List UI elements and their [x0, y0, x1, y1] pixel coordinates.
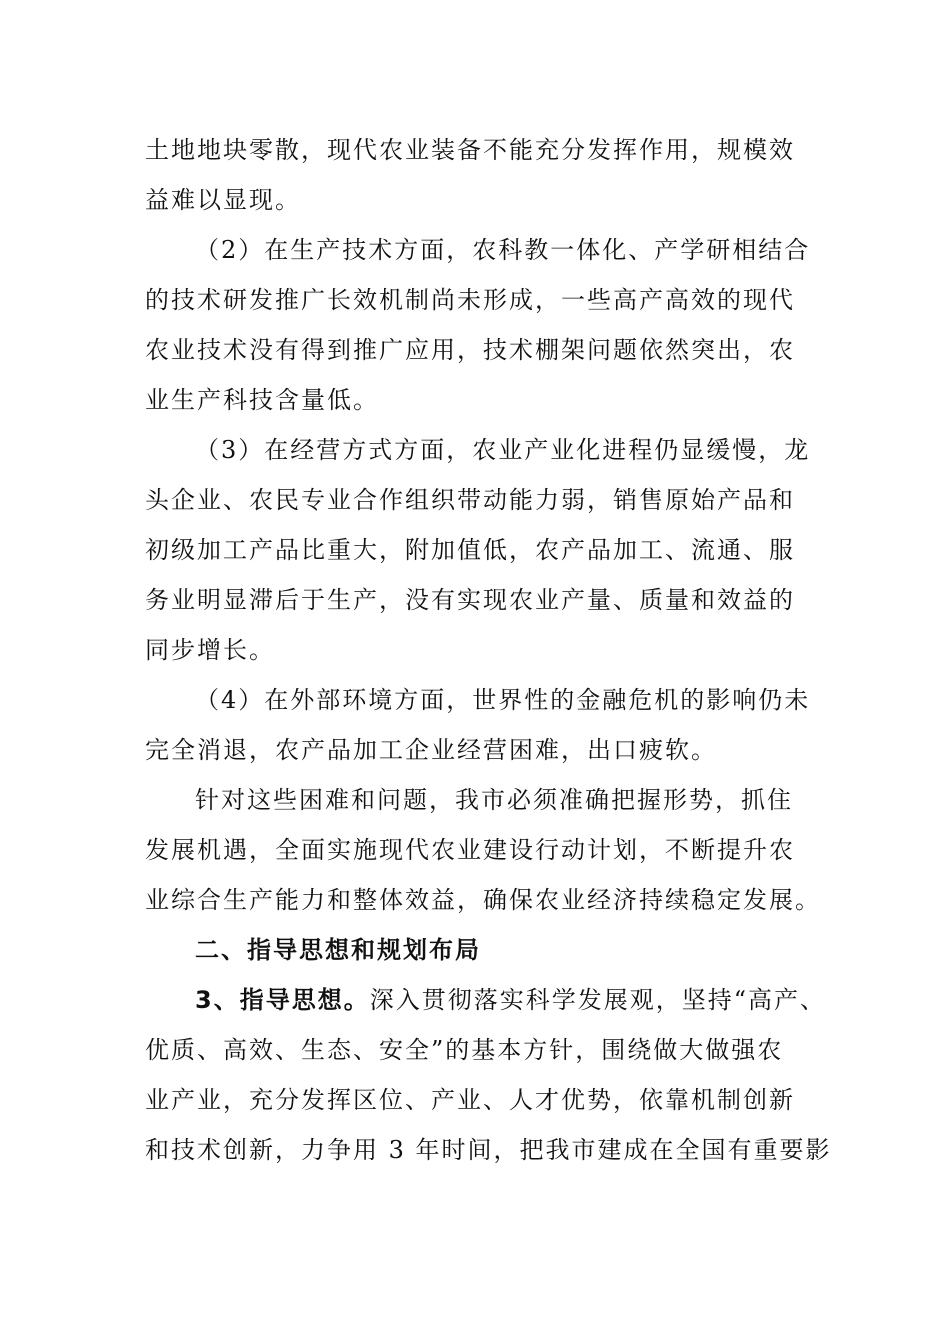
paragraph-3-start: （3）在经营方式方面，农业产业化进程仍显缓慢，龙 [195, 436, 811, 464]
body-text-line: 同步增长。 [145, 636, 275, 664]
body-text-line: 益难以显现。 [145, 186, 301, 214]
body-text-line: 务业明显滞后于生产，没有实现农业产量、质量和效益的 [145, 586, 795, 614]
section-heading: 二、指导思想和规划布局 [195, 936, 481, 964]
paragraph-4-start: （4）在外部环境方面，世界性的金融危机的影响仍未 [195, 686, 811, 714]
paragraph-2-start: （2）在生产技术方面，农科教一体化、产学研相结合 [195, 236, 811, 264]
body-text-line: 完全消退，农产品加工企业经营困难，出口疲软。 [145, 736, 717, 764]
body-text-line: 业产业，充分发挥区位、产业、人才优势，依靠机制创新 [145, 1086, 795, 1114]
body-text-line: 业综合生产能力和整体效益，确保农业经济持续稳定发展。 [145, 886, 821, 914]
section-lead: 3、指导思想。 [195, 986, 370, 1014]
body-text-line: 发展机遇，全面实施现代农业建设行动计划，不断提升农 [145, 836, 795, 864]
guiding-thought-line [145, 975, 826, 1025]
body-text-line: 优质、高效、生态、安全”的基本方针，围绕做大做强农 [145, 1036, 784, 1064]
body-text-span: 深入贯彻落实科学发展观，坚持“高产、 [369, 986, 826, 1014]
body-text-line: 的技术研发推广长效机制尚未形成，一些高产高效的现代 [145, 286, 795, 314]
body-text-line: 业生产科技含量低。 [145, 386, 379, 414]
body-text-line: 和技术创新，力争用 3 年时间，把我市建成在全国有重要影 [145, 1136, 832, 1164]
body-text-line: 头企业、农民专业合作组织带动能力弱，销售原始产品和 [145, 486, 795, 514]
body-text-line: 土地地块零散，现代农业装备不能充分发挥作用，规模效 [145, 136, 795, 164]
body-text-line: 初级加工产品比重大，附加值低，农产品加工、流通、服 [145, 536, 795, 564]
body-text-line: 农业技术没有得到推广应用，技术棚架问题依然突出，农 [145, 336, 795, 364]
document-page [145, 125, 832, 1175]
paragraph-conclusion-start: 针对这些困难和问题，我市必须准确把握形势，抓住 [195, 786, 793, 814]
